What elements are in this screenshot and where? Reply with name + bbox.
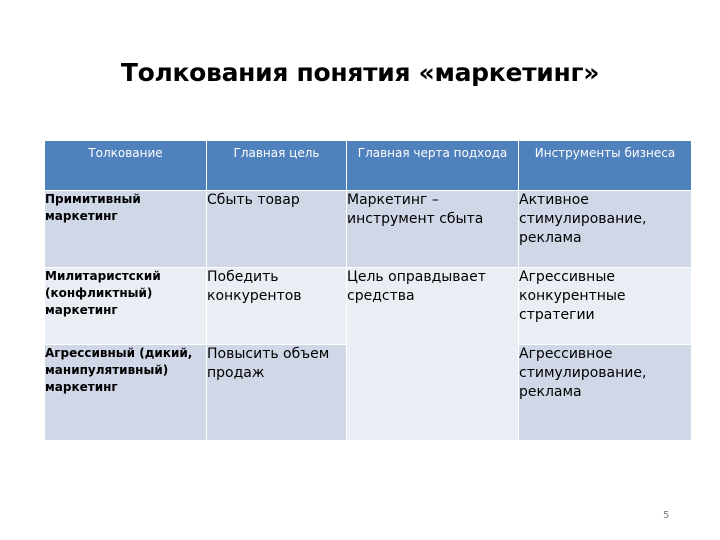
header-business-tools: Инструменты бизнеса [519, 141, 692, 191]
cell-goal: Сбыть товар [207, 191, 347, 268]
cell-feature-merged: Цель оправдывает средства [347, 268, 519, 441]
header-main-goal: Главная цель [207, 141, 347, 191]
cell-interpretation: Агрессивный (дикий, манипулятивный) маркетинг [45, 345, 207, 441]
slide-title: Толкования понятия «маркетинг» [120, 58, 600, 87]
interpretations-table [44, 140, 692, 441]
cell-tools: Активное стимулирование, реклама [519, 191, 692, 268]
cell-feature: Маркетинг – инструмент сбыта [347, 191, 519, 268]
header-main-feature: Главная черта подхода [347, 141, 519, 191]
table-row [45, 191, 692, 268]
header-interpretation: Толкование [45, 141, 207, 191]
table-header-row [45, 141, 692, 191]
page-number: 5 [663, 510, 670, 521]
cell-goal: Победить конкурентов [207, 268, 347, 345]
cell-tools: Агрессивные конкурентные стратегии [519, 268, 692, 345]
table-row [45, 268, 692, 345]
cell-goal: Повысить объем продаж [207, 345, 347, 441]
cell-tools: Агрессивное стимулирование, реклама [519, 345, 692, 441]
cell-interpretation: Примитивный маркетинг [45, 191, 207, 268]
cell-interpretation: Милитаристский (конфликтный) маркетинг [45, 268, 207, 345]
